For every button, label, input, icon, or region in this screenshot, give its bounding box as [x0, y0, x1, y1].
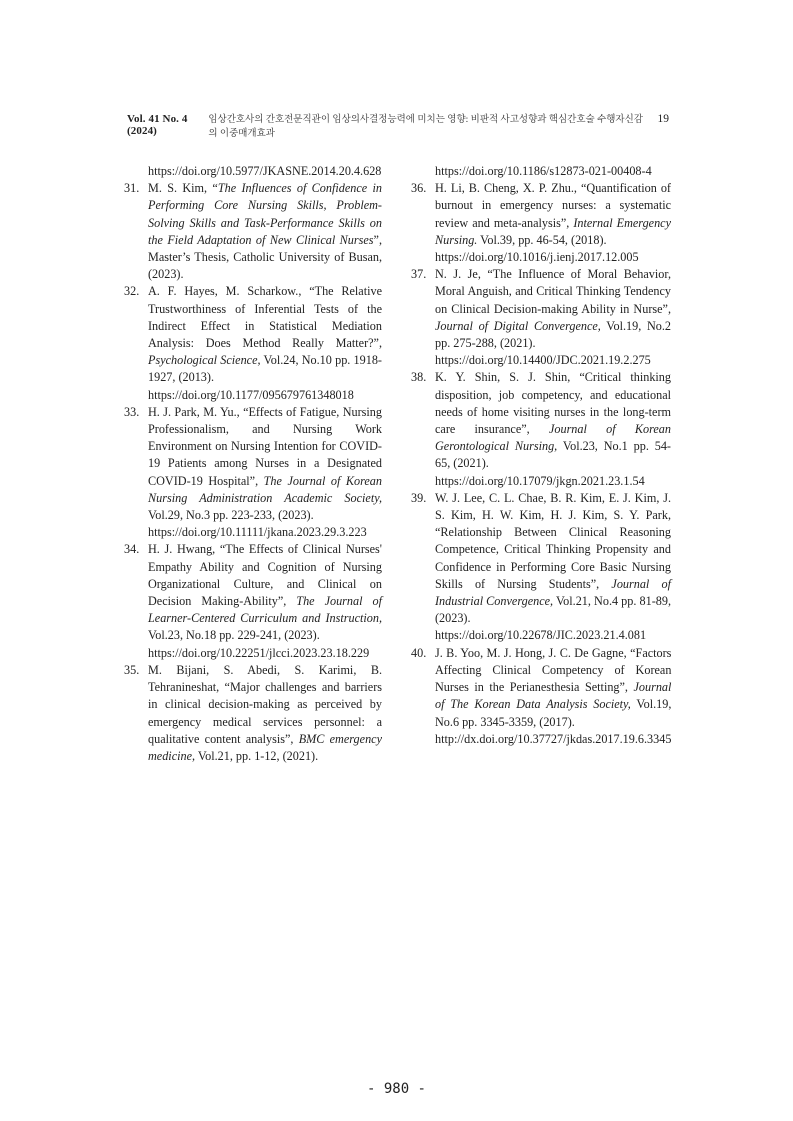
- reference-entry: [124, 662, 382, 765]
- reference-text: [148, 180, 382, 283]
- journal-title: The Influences of Confidence in Performing Core Nursing Skills, Problem-Solving Skills and Task-Performance Skills on the Field Adaptation of New Clinical Nurses: [148, 181, 382, 247]
- reference-entry: [124, 283, 382, 403]
- reference-text: [435, 180, 671, 266]
- reference-number: 32.: [124, 284, 140, 299]
- doi-link[interactable]: https://doi.org/10.22678/JIC.2023.21.4.081: [435, 628, 647, 643]
- running-header: [127, 111, 669, 139]
- citation-text: Vol.21, No.4 pp. 81-89, (2023).: [435, 594, 671, 626]
- reference-text: [435, 490, 671, 645]
- reference-entry: [124, 404, 382, 542]
- doi-link[interactable]: http://dx.doi.org/10.37727/jkdas.2017.19.6.3345: [435, 731, 672, 746]
- reference-list: [124, 180, 382, 765]
- citation-text: Vol.19, No.2 pp. 275-288, (2021).: [435, 318, 671, 351]
- doi-link[interactable]: https://doi.org/10.14400/JDC.2021.19.2.275: [435, 353, 651, 368]
- citation-text: M. Bijani, S. Abedi, S. Karimi, B. Tehranineshat, “Major challenges and barriers in clinical decision-making as perceived by emergency medical services personnel: a qualitative content analysis”,: [148, 662, 382, 746]
- doi-link[interactable]: https://doi.org/10.22251/jlcci.2023.23.18.229: [148, 645, 370, 660]
- citation-text: W. J. Lee, C. L. Chae, B. R. Kim, E. J. Kim, J. S. Kim, H. W. Kim, H. J. Kim, S. Y. Park, “Relationship Between Clinical Reasoning Competence, Critical Thinking Propensity and Confidence in Performing Core Basic Nursing Skills of Nursing Students”,: [435, 490, 671, 591]
- citation-text: Vol.24, No.10 pp. 1918-1927, (2013).: [148, 353, 382, 385]
- reference-number: 33.: [124, 404, 140, 419]
- doi-link[interactable]: https://doi.org/10.11111/jkana.2023.29.3.223: [148, 525, 367, 540]
- citation-text: H. J. Park, M. Yu., “Effects of Fatigue, Nursing Professionalism, and Nursing Work Environment on Nursing Intention for COVID-19 Patients among Nurses in a Designated COVID-19 Hospital”,: [148, 404, 382, 488]
- journal-page-number: 19: [657, 113, 669, 125]
- reference-entry: [411, 490, 671, 645]
- reference-entry: [411, 369, 671, 489]
- reference-number: 36.: [411, 181, 427, 196]
- citation-text: Vol.23, No.18 pp. 229-241, (2023).: [148, 628, 320, 643]
- references-right-column: [411, 163, 671, 748]
- reference-number: 31.: [124, 181, 140, 196]
- journal-title: The Journal of Korean Nursing Administration Academic Society,: [148, 473, 382, 505]
- citation-text: M. S. Kim, “: [148, 181, 218, 196]
- reference-text: [148, 541, 382, 661]
- page-footer: - 980 -: [366, 1081, 426, 1097]
- continued-doi: https://doi.org/10.5977/JKASNE.2014.20.4.628: [148, 164, 382, 178]
- reference-entry: [411, 180, 671, 266]
- running-title: 임상간호사의 간호전문직관이 임상의사결정능력에 미치는 영향: 비판적 사고성향과 핵심간호술 수행자신감의 이중매개효과: [208, 115, 643, 139]
- reference-text: [148, 404, 382, 542]
- reference-text: [435, 266, 671, 369]
- reference-entry: [411, 266, 671, 369]
- reference-number: 38.: [411, 370, 427, 385]
- citation-text: Vol.19, No.6 pp. 3345-3359, (2017).: [435, 697, 672, 729]
- citation-text: A. F. Hayes, M. Scharkow., “The Relative Trustworthiness of Inferential Tests of the Indirect Effect in Statistical Mediation Analysis: Does Method Really Matter?”,: [148, 284, 382, 351]
- reference-number: 40.: [411, 645, 427, 660]
- citation-text: ”, Master’s Thesis, Catholic University of Busan, (2023).: [148, 232, 382, 282]
- reference-text: [148, 283, 382, 403]
- reference-text: [435, 645, 671, 748]
- reference-number: 37.: [411, 267, 427, 282]
- citation-text: H. J. Hwang, “The Effects of Clinical Nurses' Empathy Ability and Cognition of Nursing Organizational Culture, and Clinical on Decision Making-Ability”,: [148, 542, 382, 609]
- citation-text: K. Y. Shin, S. J. Shin, “Critical thinking disposition, job competency, and educational needs of home visiting nurses in the long-term care insurance”,: [435, 370, 671, 437]
- citation-text: Vol.39, pp. 46-54, (2018).: [477, 232, 607, 247]
- citation-text: H. Li, B. Cheng, X. P. Zhu., “Quantification of burnout in emergency nurses: a systematic review and meta-analysis”,: [435, 181, 671, 230]
- doi-link[interactable]: https://doi.org/10.17079/jkgn.2021.23.1.54: [435, 473, 645, 488]
- volume-label: Vol. 41 No. 4 (2024): [127, 113, 188, 137]
- citation-text: Vol.21, pp. 1-12, (2021).: [195, 748, 319, 763]
- journal-title: Journal of Industrial Convergence,: [435, 576, 671, 609]
- reference-number: 34.: [124, 542, 140, 557]
- reference-number: 39.: [411, 490, 427, 505]
- reference-text: [435, 369, 671, 489]
- journal-title: BMC emergency medicine,: [148, 731, 382, 763]
- journal-title: Journal of Korean Gerontological Nursing,: [435, 422, 671, 454]
- references-left-column: [124, 163, 382, 765]
- citation-text: Vol.29, No.3 pp. 223-233, (2023).: [148, 508, 314, 523]
- journal-title: Journal of The Korean Data Analysis Society,: [435, 680, 672, 712]
- reference-entry: [124, 180, 382, 283]
- reference-entry: [411, 645, 671, 748]
- reference-text: [148, 662, 382, 765]
- reference-entry: [124, 541, 382, 661]
- continued-doi: https://doi.org/10.1186/s12873-021-00408-4: [435, 164, 652, 178]
- doi-link[interactable]: https://doi.org/10.1177/095679761348018: [148, 387, 354, 402]
- journal-title: The Journal of Learner-Centered Curriculum and Instruction,: [148, 594, 382, 626]
- doi-link[interactable]: https://doi.org/10.1016/j.ienj.2017.12.005: [435, 250, 639, 265]
- citation-text: J. B. Yoo, M. J. Hong, J. C. De Gagne, “Factors Affecting Clinical Competency of Korean Nurses in the Perianesthesia Setting”,: [435, 645, 672, 695]
- journal-title: Psychological Science,: [148, 353, 261, 368]
- journal-title: Journal of Digital Convergence,: [435, 318, 601, 333]
- journal-title: Internal Emergency Nursing.: [435, 215, 671, 247]
- reference-number: 35.: [124, 662, 140, 677]
- citation-text: N. J. Je, “The Influence of Moral Behavior, Moral Anguish, and Critical Thinking Tendency on Clinical Decision-making Ability in Nurse”,: [435, 267, 671, 316]
- reference-list: [411, 180, 671, 748]
- citation-text: Vol.23, No.1 pp. 54-65, (2021).: [435, 439, 671, 471]
